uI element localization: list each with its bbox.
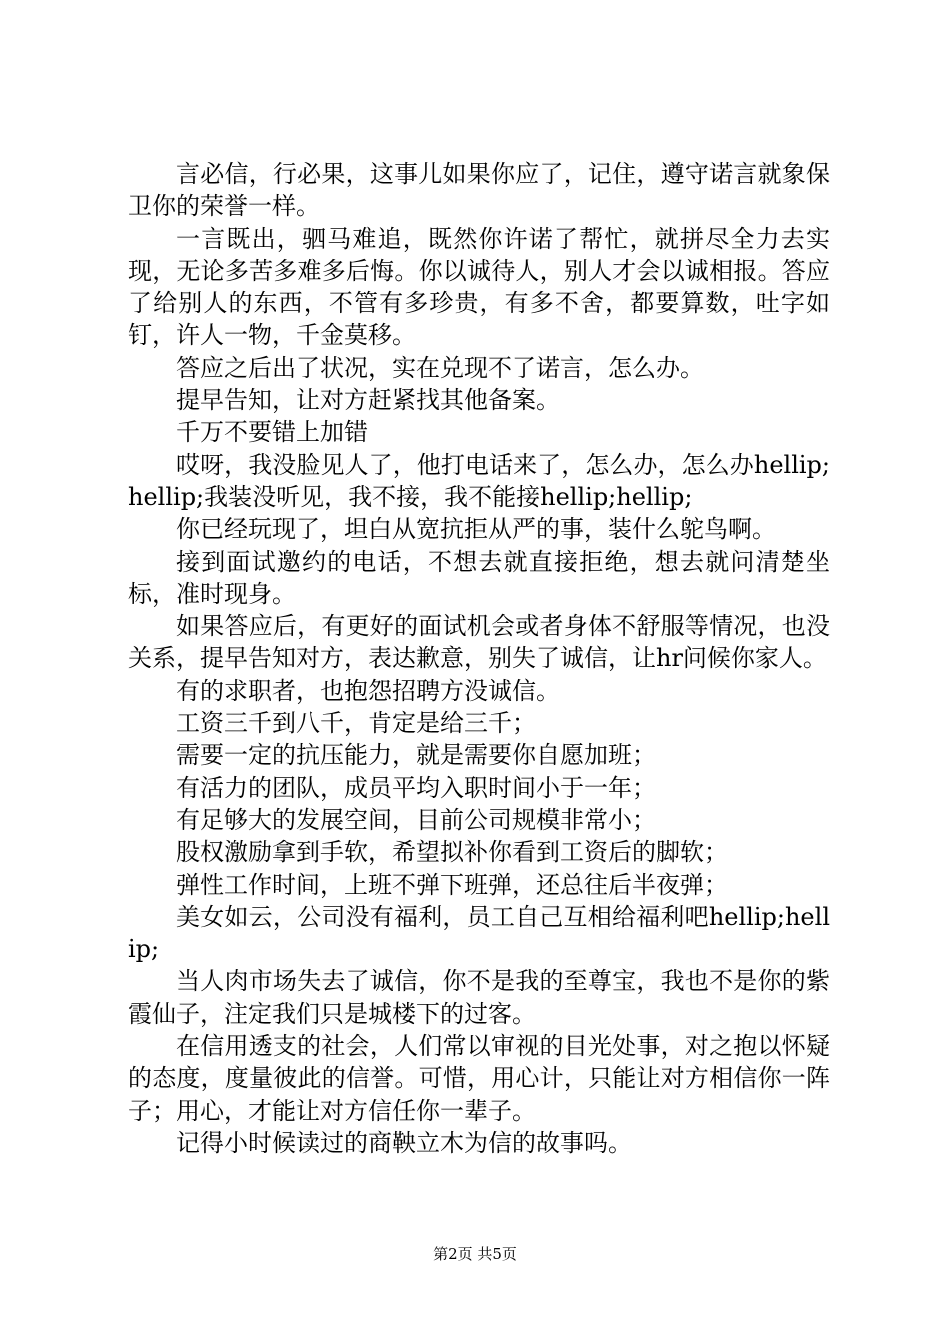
paragraph: 在信用透支的社会，人们常以审视的目光处事，对之抱以怀疑的态度，度量彼此的信誉。可惜，用心计，只能让对方相信你一阵子；用心，才能让对方信任你一辈子。 [128,1032,830,1125]
paragraph: 你已经玩现了，坦白从宽抗拒从严的事，装什么鸵鸟啊。 [176,515,776,544]
paragraph: 工资三千到八千，肯定是给三千； [176,709,536,738]
paragraph: 接到面试邀约的电话，不想去就直接拒绝，想去就问清楚坐标，准时现身。 [128,547,830,608]
paragraph: 记得小时候读过的商鞅立木为信的故事吗。 [176,1128,632,1157]
paragraph: 答应之后出了状况，实在兑现不了诺言，怎么办。 [176,353,704,382]
paragraph: 提早告知，让对方赶紧找其他备案。 [176,386,560,415]
paragraph: 有足够大的发展空间，目前公司规模非常小； [176,805,656,834]
paragraph: 当人肉市场失去了诚信，你不是我的至尊宝，我也不是你的紫霞仙子，注定我们只是城楼下的过客。 [128,967,830,1028]
paragraph: 弹性工作时间，上班不弹下班弹，还总往后半夜弹； [176,870,728,899]
paragraph: 如果答应后，有更好的面试机会或者身体不舒服等情况，也没关系，提早告知对方，表达歉意，别失了诚信，让hr问候你家人。 [128,612,830,673]
paragraph: 言必信，行必果，这事儿如果你应了，记住，遵守诺言就象保卫你的荣誉一样。 [128,160,830,221]
paragraph: 哎呀，我没脸见人了，他打电话来了，怎么办，怎么办hellip;hellip;我装没听见，我不接，我不能接hellip;hellip; [128,450,830,511]
paragraph: 一言既出，驷马难追，既然你许诺了帮忙，就拼尽全力去实现，无论多苦多难多后悔。你以诚待人，别人才会以诚相报。答应了给别人的东西，不管有多珍贵，有多不舍，都要算数，吐字如钉，许人一物，千金莫移。 [128,224,830,350]
paragraph: 股权激励拿到手软，希望拟补你看到工资后的脚软； [176,838,728,867]
paragraph: 美女如云，公司没有福利，员工自己互相给福利吧hellip;hellip; [128,902,830,964]
paragraph: 有的求职者，也抱怨招聘方没诚信。 [176,676,560,705]
page-footer: 第2页 共5页 [433,1245,517,1263]
document-body [128,158,830,1159]
paragraph: 有活力的团队，成员平均入职时间小于一年； [176,773,656,802]
paragraph: 需要一定的抗压能力，就是需要你自愿加班； [176,741,656,770]
paragraph: 千万不要错上加错 [176,418,368,447]
